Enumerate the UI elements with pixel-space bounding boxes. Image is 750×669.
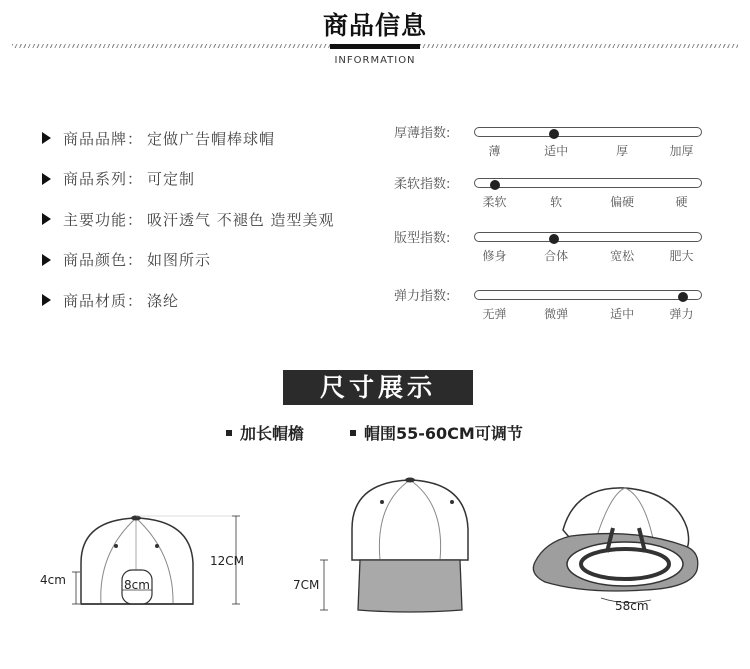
triangle-bullet-icon	[42, 213, 51, 225]
index-option: 适中	[610, 307, 635, 321]
index-option: 柔软	[482, 195, 507, 209]
attribute-label: 商品品牌：	[63, 129, 144, 148]
square-bullet-icon	[226, 430, 232, 436]
page-subtitle: INFORMATION	[334, 55, 416, 66]
dim-hole-text: 4cm	[40, 573, 66, 587]
index-option: 修身	[482, 249, 507, 263]
feature-adjustable	[350, 421, 523, 444]
index-option: 薄	[488, 144, 501, 158]
index-option: 厚	[616, 144, 629, 158]
index-marker	[490, 180, 500, 190]
attribute-value: 涤纶	[147, 291, 180, 310]
square-bullet-icon	[350, 430, 356, 436]
header-divider-right	[420, 44, 738, 48]
triangle-bullet-icon	[42, 173, 51, 185]
dim-brim-text: 7CM	[293, 578, 320, 592]
index-option: 弹力	[669, 307, 694, 321]
triangle-bullet-icon	[42, 294, 51, 306]
attribute-value: 可定制	[147, 170, 196, 189]
page-title: 商品信息	[322, 11, 427, 40]
cap-back-view-drawing	[36, 508, 262, 610]
index-option: 无弹	[482, 307, 507, 321]
triangle-bullet-icon	[42, 132, 51, 144]
triangle-bullet-icon	[42, 254, 51, 266]
attribute-value: 定做广告帽棒球帽	[147, 129, 276, 148]
attribute-item	[42, 118, 382, 159]
cap-front-view-drawing	[290, 474, 490, 616]
attribute-value: 吸汗透气 不褪色 造型美观	[147, 210, 335, 229]
dim-circumference-text: 58cm	[615, 599, 649, 613]
index-label: 厚薄指数:	[394, 126, 451, 141]
feature-brim	[226, 421, 304, 444]
cap-underside-view-drawing	[515, 482, 715, 622]
dim-height-text: 12CM	[210, 554, 245, 568]
index-option: 适中	[544, 144, 569, 158]
index-track	[474, 232, 702, 242]
attribute-label: 主要功能：	[63, 210, 144, 229]
index-marker	[549, 129, 559, 139]
index-option: 合体	[544, 249, 569, 263]
size-banner: 尺寸展示	[283, 370, 473, 405]
attribute-label: 商品系列：	[63, 170, 144, 189]
index-label: 柔软指数:	[394, 177, 451, 192]
dim-width-text: 8cm	[124, 578, 150, 592]
attribute-item	[42, 240, 382, 281]
index-track	[474, 290, 702, 300]
index-option: 硬	[675, 195, 688, 209]
index-option: 肥大	[669, 249, 694, 263]
header-divider-left	[12, 44, 330, 48]
index-option: 偏硬	[610, 195, 635, 209]
index-track	[474, 178, 702, 188]
attribute-value: 如图所示	[147, 251, 212, 270]
index-marker	[549, 234, 559, 244]
attribute-item	[42, 159, 382, 200]
index-option: 软	[550, 195, 563, 209]
feature-label: 加长帽檐	[240, 424, 305, 443]
feature-label: 帽围55-60CM可调节	[364, 424, 523, 443]
index-option: 微弹	[544, 307, 569, 321]
attribute-label: 商品颜色：	[63, 251, 144, 270]
index-label: 版型指数:	[394, 231, 451, 246]
attribute-item	[42, 199, 382, 240]
attribute-item	[42, 280, 382, 321]
attribute-list	[42, 118, 382, 321]
index-label: 弹力指数:	[394, 289, 451, 304]
index-option: 加厚	[669, 144, 694, 158]
index-option: 宽松	[610, 249, 635, 263]
header-divider-bar	[330, 44, 420, 49]
attribute-label: 商品材质：	[63, 291, 144, 310]
index-marker	[678, 292, 688, 302]
index-track	[474, 127, 702, 137]
